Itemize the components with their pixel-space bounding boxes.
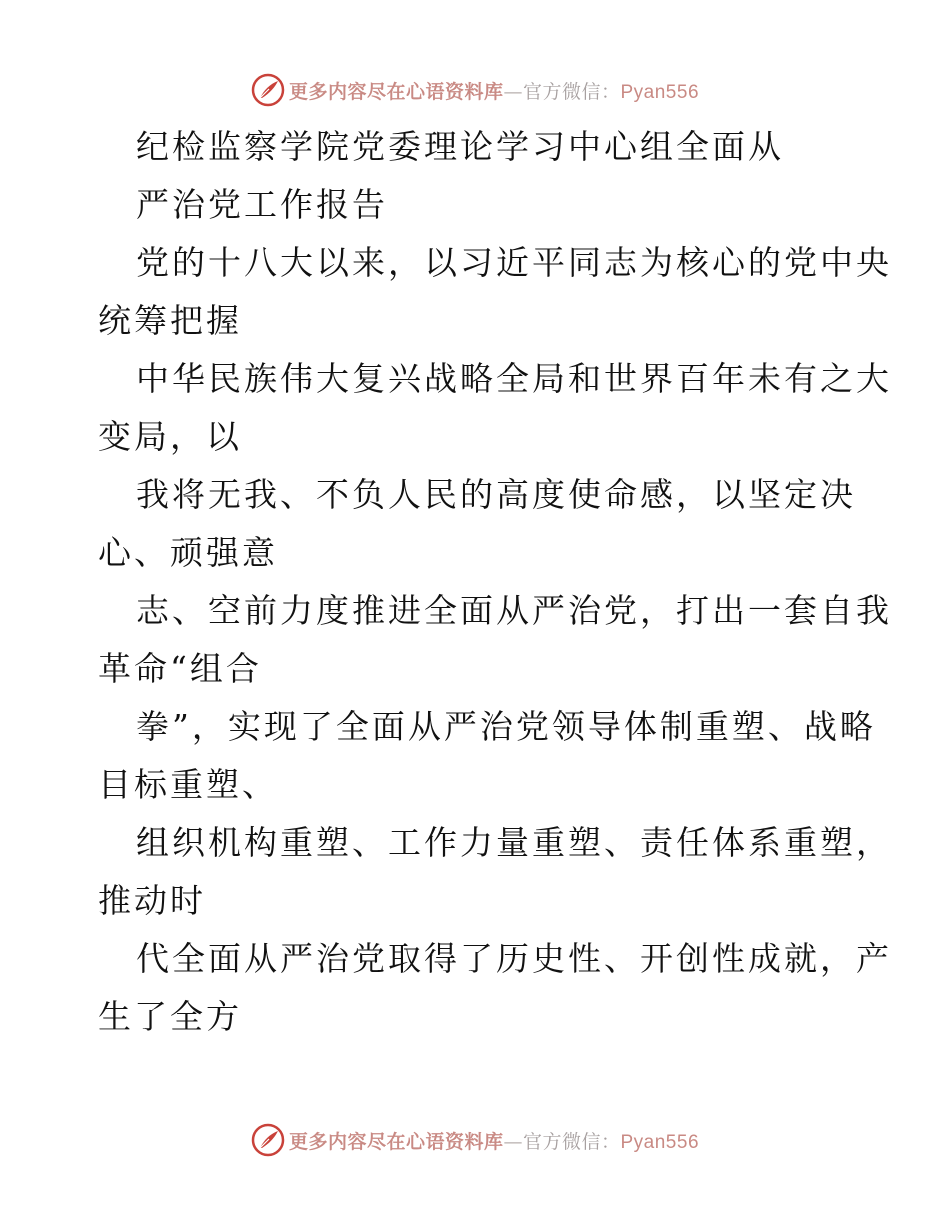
paragraph-line: 目标重塑、 [98,765,278,804]
header-watermark-banner [0,70,950,110]
paragraph-line: 革命“组合 [98,649,262,688]
document-title-line-2: 严治党工作报告 [136,185,388,224]
paragraph-line: 生了全方 [98,997,242,1036]
feather-pen-logo-icon [251,73,285,107]
paragraph-line: 中华民族伟大复兴战略全局和世界百年未有之大 [136,359,892,398]
document-title-line-1: 纪检监察学院党委理论学习中心组全面从 [136,127,784,166]
paragraph-line: 心、顽强意 [98,533,278,572]
watermark-text: 更多内容尽在心语资料库—官方微信：Pyan556 [288,1130,700,1153]
paragraph-line: 代全面从严治党取得了历史性、开创性成就，产 [136,939,892,978]
paragraph-line: 变局，以 [98,417,242,456]
paragraph-line: 拳”，实现了全面从严治党领导体制重塑、战略 [136,707,876,746]
paragraph-line: 党的十八大以来，以习近平同志为核心的党中央 [136,243,892,282]
footer-watermark-banner [0,1120,950,1160]
feather-pen-logo-icon [251,1123,285,1157]
watermark-text: 更多内容尽在心语资料库—官方微信：Pyan556 [288,80,700,103]
paragraph-line: 我将无我、不负人民的高度使命感，以坚定决 [136,475,856,514]
paragraph-line: 组织机构重塑、工作力量重塑、责任体系重塑， [136,823,892,862]
paragraph-line: 志、空前力度推进全面从严治党，打出一套自我 [136,591,892,630]
paragraph-line: 统筹把握 [98,301,242,340]
document-body [98,118,892,1046]
paragraph-line: 推动时 [98,881,206,920]
